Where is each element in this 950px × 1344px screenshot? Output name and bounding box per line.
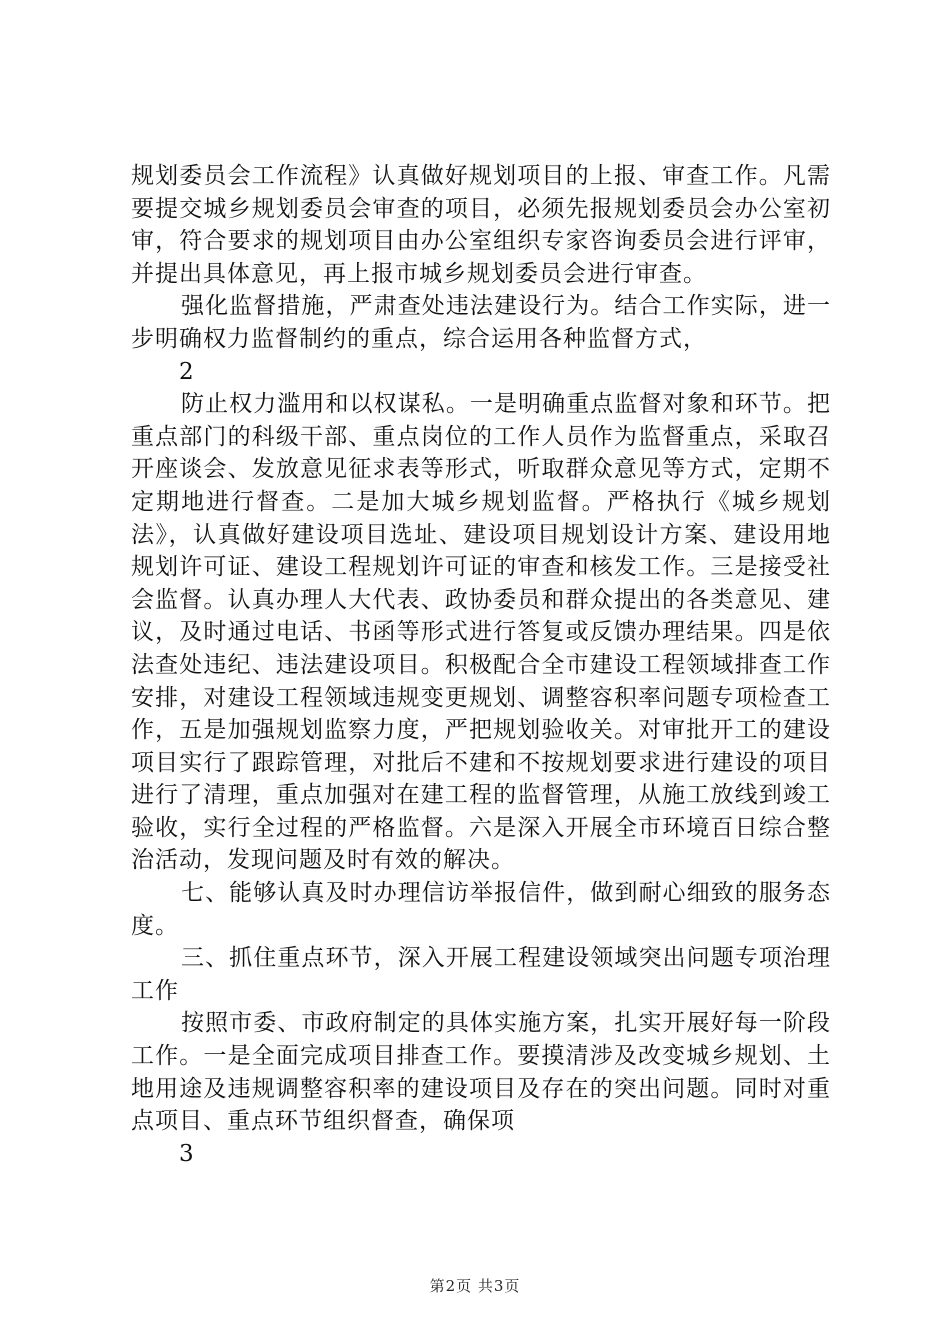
inline-page-number: 2 [179,358,195,385]
paragraph-prevent-abuse: 防止权力滥用和以权谋私。一是明确重点监督对象和环节。把重点部门的科级干部、重点岗位的工作人员作为监督重点，采取召开座谈会、发放意见征求表等形式，听取群众意见等方式，定期不定期地进行督查。二是加大城乡规划监督。严格执行《城乡规划法》，认真做好建设项目选址、建设项目规划设计方案、建设用地规划许可证、建设工程规划许可证的审查和核发工作。三是接受社会监督。认真办理人大代表、政协委员和群众提出的各类意见、建议，及时通过电话、书函等形式进行答复或反馈办理结果。四是依法查处违纪、违法建设项目。积极配合全市建设工程领域排查工作安排，对建设工程领域违规变更规划、调整容积率问题专项检查工作，五是加强规划监察力度，严把规划验收关。对审批开工的建设项目实行了跟踪管理，对批后不建和不按规划要求进行建设的项目进行了清理，重点加强对在建工程的监督管理，从施工放线到竣工验收，实行全过程的严格监督。六是深入开展全市环境百日综合整治活动，发现问题及时有效的解决。 [131,391,831,874]
paragraph-implementation: 按照市委、市政府制定的具体实施方案，扎实开展好每一阶段工作。一是全面完成项目排查工作。要摸清涉及改变城乡规划、土地用途及违规调整容积率的建设项目及存在的突出问题。同时对重点项目、重点环节组织督查，确保项 [131,1010,831,1135]
inline-page-number: 3 [179,1140,195,1167]
page-footer: 第2页 共3页 [429,1277,521,1295]
document-body [131,160,831,1170]
paragraph-petition: 七、能够认真及时办理信访举报信件，做到耐心细致的服务态度。 [131,880,831,939]
paragraph-supervision: 强化监督措施，严肃查处违法建设行为。结合工作实际，进一步明确权力监督制约的重点，综合运用各种监督方式， [131,293,831,352]
section-heading-three: 三、抓住重点环节，深入开展工程建设领域突出问题专项治理工作 [131,945,831,1004]
paragraph-continuation: 规划委员会工作流程》认真做好规划项目的上报、审查工作。凡需要提交城乡规划委员会审查的项目，必须先报规划委员会办公室初审，符合要求的规划项目由办公室组织专家咨询委员会进行评审，并提出具体意见，再上报市城乡规划委员会进行审查。 [131,163,831,287]
